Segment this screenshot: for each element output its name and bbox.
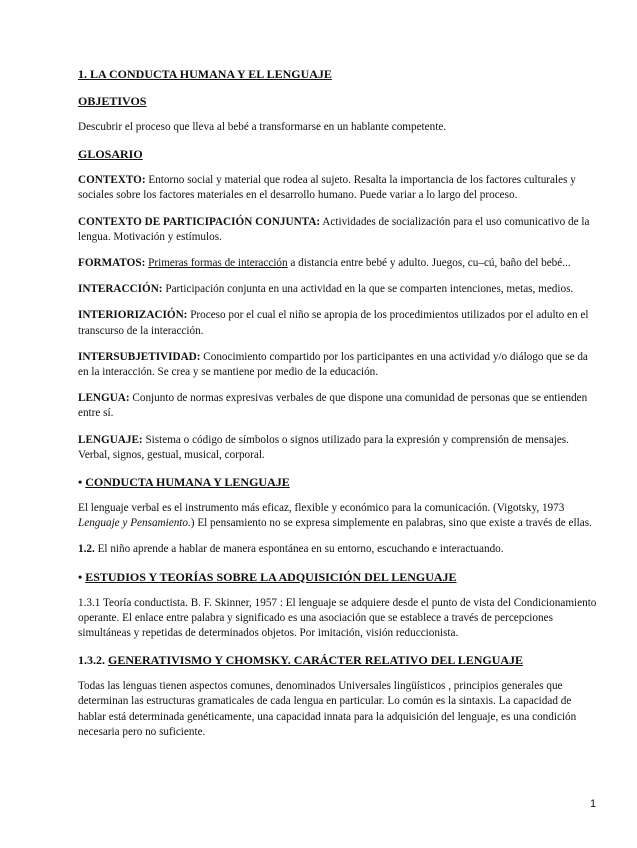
glossary-term: LENGUAJE: bbox=[78, 433, 143, 446]
paragraph bbox=[78, 501, 600, 531]
glossary-definition: Entorno social y material que rodea al sujeto. Resalta la importancia de los factores culturales y sociales sobre los factores materiales en el desarrollo humano. Puede variar a lo largo del proceso. bbox=[78, 174, 576, 202]
glossary-term: FORMATOS: bbox=[78, 257, 146, 270]
paragraph: 1.3.1 Teoría conductista. B. F. Skinner, 1957 : El lenguaje se adquiere desde el punto de vista del Condicionamiento operante. El enlace entre palabra y significado es una asociación que se establece a través de percepciones simultáneas y repetidas de determinados objetos. Por imitación, visión reduccionista. bbox=[78, 596, 597, 640]
glossary-definition: Sistema o código de símbolos o signos utilizado para la expresión y comprensión de mensajes. Verbal, signos, gestual, musical, corporal. bbox=[78, 433, 569, 461]
bullet-icon: • bbox=[78, 569, 83, 584]
glossary-underlined-text: Primeras formas de interacción bbox=[148, 257, 288, 270]
section-number: 1.3.2. bbox=[78, 653, 105, 668]
glosario-heading: GLOSARIO bbox=[78, 147, 143, 162]
glossary-entry bbox=[78, 350, 600, 380]
glossary-term: INTERSUBJETIVIDAD: bbox=[78, 350, 201, 363]
paragraph-text: El niño aprende a hablar de manera espontánea en su entorno, escuchando e interactuando. bbox=[94, 543, 504, 556]
paragraph-number: 1.2. bbox=[78, 543, 95, 556]
section-heading-text: ESTUDIOS Y TEORÍAS SOBRE LA ADQUISICIÓN DEL LENGUAJE bbox=[85, 569, 457, 584]
paragraph bbox=[78, 542, 600, 557]
section-heading-estudios bbox=[78, 569, 600, 585]
objetivos-text: Descubrir el proceso que lleva al bebé a transformarse en un hablante competente. bbox=[78, 121, 447, 133]
glossary-term: INTERIORIZACIÓN: bbox=[78, 309, 188, 322]
section-heading-text: GENERATIVISMO Y CHOMSKY. CARÁCTER RELATIVO DEL LENGUAJE bbox=[108, 653, 524, 668]
citation-title: Lenguaje y Pensamiento. bbox=[78, 517, 191, 530]
glossary-entry bbox=[78, 173, 600, 203]
glossary-entry bbox=[78, 256, 600, 271]
glossary-entry bbox=[78, 282, 600, 297]
glossary-term: LENGUA: bbox=[78, 392, 130, 405]
glossary-definition: Conocimiento compartido por los participantes en una actividad y/o diálogo que se da en la interacción. Se crea y se mantiene por medio de la educación. bbox=[78, 350, 588, 379]
paragraph-text: El lenguaje verbal es el instrumento más eficaz, flexible y económico para la comunicación. (Vigotsky, 1973 bbox=[78, 502, 565, 515]
glossary-term: INTERACCIÓN: bbox=[78, 283, 163, 296]
paragraph-text: ) El pensamiento no se expresa simplemente en palabras, sino que existe a través de ellas. bbox=[190, 517, 592, 530]
paragraph: Todas las lenguas tienen aspectos comunes, denominados Universales lingüísticos , principios generales que determinan las estructuras gramaticales de cada lengua en particular. Lo común es la sintaxis. La capacidad de hablar está determinada genéticamente, una capacidad innata para la adquisición del lenguaje, es una condición necesaria pero no suficiente. bbox=[78, 680, 577, 738]
section-heading-generativismo bbox=[78, 652, 600, 668]
glossary-definition: Participación conjunta en una actividad en la que se comparten intenciones, metas, medios. bbox=[162, 283, 574, 296]
document-title: 1. LA CONDUCTA HUMANA Y EL LENGUAJE bbox=[78, 67, 332, 81]
glossary-definition: a distancia entre bebé y adulto. Juegos, cu–cú, baño del bebé... bbox=[287, 257, 571, 270]
document-page bbox=[78, 66, 600, 740]
objetivos-heading: OBJETIVOS bbox=[78, 94, 147, 108]
glossary-entry bbox=[78, 433, 600, 463]
page-number: 1 bbox=[590, 798, 597, 810]
glossary-entry bbox=[78, 308, 600, 338]
glossary-term: CONTEXTO: bbox=[78, 174, 146, 187]
glossary-term: CONTEXTO DE PARTICIPACIÓN CONJUNTA: bbox=[78, 215, 321, 228]
glossary-entry bbox=[78, 215, 600, 245]
section-heading-conducta bbox=[78, 474, 600, 490]
bullet-icon: • bbox=[78, 475, 83, 490]
glossary-entry bbox=[78, 391, 600, 421]
section-heading-text: CONDUCTA HUMANA Y LENGUAJE bbox=[85, 475, 290, 490]
glossary-definition: Actividades de socialización para el uso comunicativo de la lengua. Motivación y estímulos. bbox=[78, 215, 590, 243]
glossary-definition: Proceso por el cual el niño se apropia de los procedimientos utilizados por el adulto en el transcurso de la interacción. bbox=[78, 309, 589, 337]
glossary-definition: Conjunto de normas expresivas verbales de que dispone una comunidad de personas que se entienden entre sí. bbox=[78, 392, 588, 420]
